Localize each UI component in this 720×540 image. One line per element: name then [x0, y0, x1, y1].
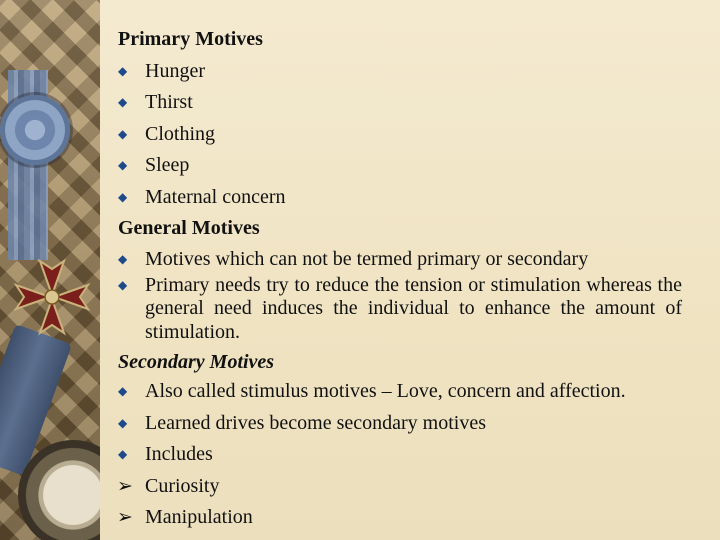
primary-item: ◆ Hunger [118, 56, 682, 88]
secondary-item: ◆ Also called stimulus motives – Love, concern and affection. [118, 376, 682, 408]
slide-content [118, 24, 682, 534]
secondary-subitem: ➢ Curiosity [118, 471, 682, 503]
primary-item: ◆ Thirst [118, 87, 682, 119]
secondary-item: ◆ Learned drives become secondary motives [118, 408, 682, 440]
bullet-icon: ◆ [118, 63, 128, 78]
arrow-bullet-icon: ➢ [117, 506, 133, 528]
general-motives-heading: General Motives [118, 217, 260, 239]
bullet-icon: ◆ [118, 415, 128, 430]
arrow-bullet-icon: ➢ [117, 474, 133, 497]
bullet-icon: ◆ [118, 384, 128, 398]
general-item: ◆ Motives which can not be termed primary or secondary [118, 245, 682, 274]
bullet-icon: ◆ [118, 189, 128, 204]
bullet-icon: ◆ [118, 95, 128, 109]
bullet-icon: ◆ [118, 447, 128, 461]
secondary-motives-heading: Secondary Motives [118, 351, 275, 373]
primary-item: ◆ Sleep [118, 150, 682, 182]
bullet-icon: ◆ [118, 126, 128, 141]
primary-item: ◆ Maternal concern [118, 182, 682, 214]
general-item: ◆ Primary needs try to reduce the tension or stimulation whereas the general need induces the individual to enhance the amount of stimulation. [118, 273, 682, 343]
secondary-item: ◆ Includes [118, 439, 682, 471]
primary-motives-heading: Primary Motives [118, 28, 263, 50]
bullet-icon: ◆ [118, 158, 128, 172]
rosette-image [0, 95, 70, 165]
bullet-icon: ◆ [118, 251, 128, 266]
maltese-cross-icon [10, 255, 94, 339]
primary-item: ◆ Clothing [118, 119, 682, 151]
medal-decoration-image [0, 0, 100, 540]
bullet-icon: ◆ [118, 277, 128, 292]
secondary-subitem: ➢ Manipulation [118, 502, 682, 534]
